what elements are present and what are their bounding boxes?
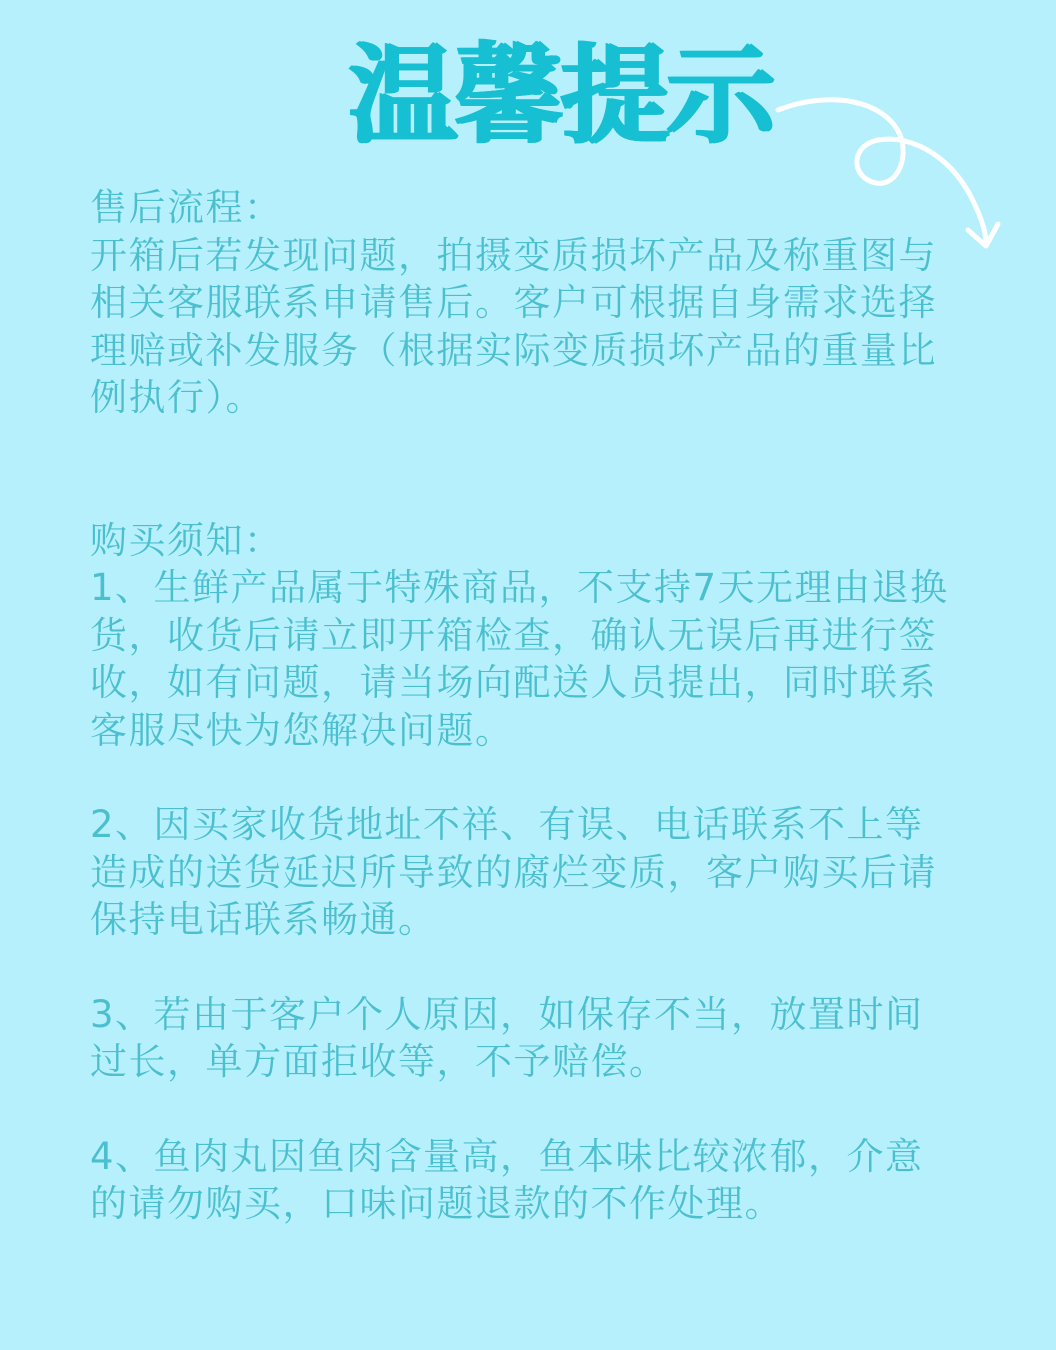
notice-content xyxy=(90,184,960,1228)
purchase-note-item: 3、若由于客户个人原因，如保存不当，放置时间过长，单方面拒收等，不予赔偿。 xyxy=(90,992,924,1083)
page-title: 温馨提示 xyxy=(347,34,772,159)
after-sales-heading: 售后流程： xyxy=(90,186,283,229)
purchase-notes-heading: 购买须知： xyxy=(90,518,283,562)
purchase-note-item: 2、因买家收货地址不祥、有误、电话联系不上等造成的送货延迟所导致的腐烂变质，客户购买后请保持电话联系畅通。 xyxy=(90,803,937,941)
purchase-note-item: 4、鱼肉丸因鱼肉含量高，鱼本味比较浓郁，介意的请勿购买，口味问题退款的不作处理。 xyxy=(90,1134,924,1225)
after-sales-body: 开箱后若发现问题，拍摄变质损坏产品及称重图与相关客服联系申请售后。客户可根据自身需求选择理赔或补发服务（根据实际变质损坏产品的重量比例执行）。 xyxy=(90,233,937,419)
purchase-note-item: 1、生鲜产品属于特殊商品，不支持7天无理由退换货，收货后请立即开箱检查，确认无误后再进行签收，如有问题，请当场向配送人员提出，同时联系客服尽快为您解决问题。 xyxy=(90,566,949,752)
